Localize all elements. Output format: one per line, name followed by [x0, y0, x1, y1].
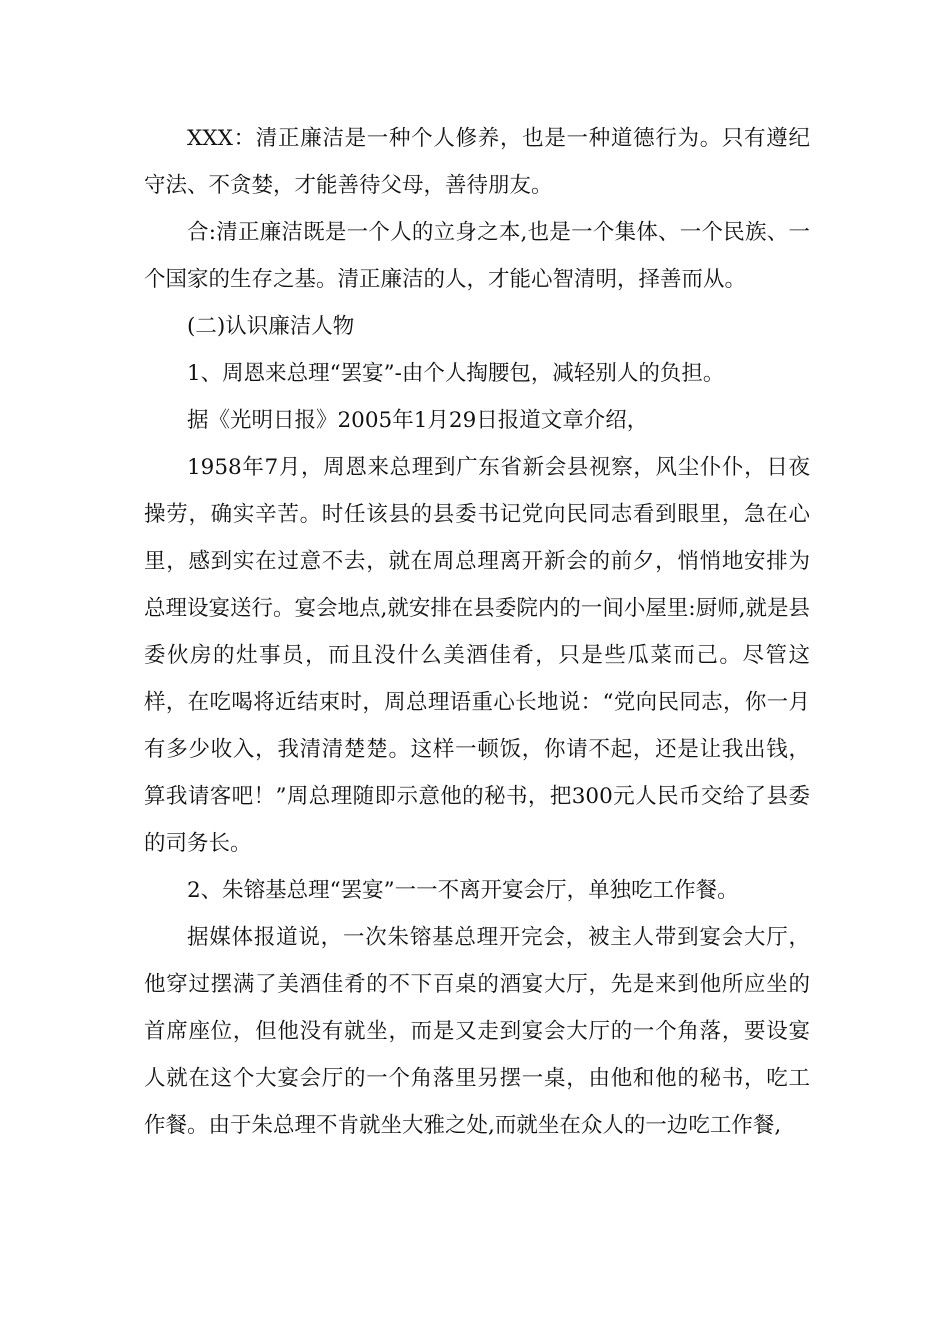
item-heading-zhou-enlai: 1、周恩来总理“罢宴”-由个人掏腰包，减轻别人的负担。	[187, 361, 725, 386]
item-heading-zhu-rongji: 2、朱镕基总理“罢宴”一一不离开宴会厅，单独吃工作餐。	[187, 878, 739, 903]
paragraph-source-citation: 据《光明日报》2005年1月29日报道文章介绍，	[187, 408, 649, 433]
document-body	[144, 115, 810, 1149]
paragraph-chorus-statement: 合:清正廉洁既是一个人的立身之本,也是一个集体、一个民族、一个国家的生存之基。清正廉洁的人，才能心智清明，择善而从。	[144, 220, 810, 292]
paragraph-zhou-enlai-story: 1958年7月，周恩来总理到广东省新会县视察，风尘仆仆，日夜操劳，确实辛苦。时任该县的县委书记党向民同志看到眼里，急在心里，感到实在过意不去，就在周总理离开新会的前夕，悄悄地安排为总理设宴送行。宴会地点,就安排在县委院内的一间小屋里:厨师,就是县委伙房的灶事员，而且没什么美酒佳肴，只是些瓜菜而己。尽管这样，在吃喝将近结束时，周总理语重心长地说：“党向民同志，你一月有多少收入，我清清楚楚。这样一顿饭，你请不起，还是让我出钱，算我请客吧！”周总理随即示意他的秘书，把300元人民币交给了县委的司务长。	[144, 455, 810, 856]
paragraph-xxx-statement: XXX：清正廉洁是一种个人修养，也是一种道德行为。只有遵纪守法、不贪婪，才能善待父母，善待朋友。	[144, 126, 810, 198]
section-heading-know-figures: (二)认识廉洁人物	[187, 314, 355, 339]
paragraph-zhu-rongji-story: 据媒体报道说，一次朱镕基总理开完会，被主人带到宴会大厅，他穿过摆满了美酒佳肴的不下百桌的酒宴大厅，先是来到他所应坐的首席座位，但他没有就坐，而是又走到宴会大厅的一个角落，要设宴人就在这个大宴会厅的一个角落里另摆一桌，由他和他的秘书，吃工作餐。由于朱总理不肯就坐大雅之处,而就坐在众人的一边吃工作餐,	[144, 925, 810, 1138]
